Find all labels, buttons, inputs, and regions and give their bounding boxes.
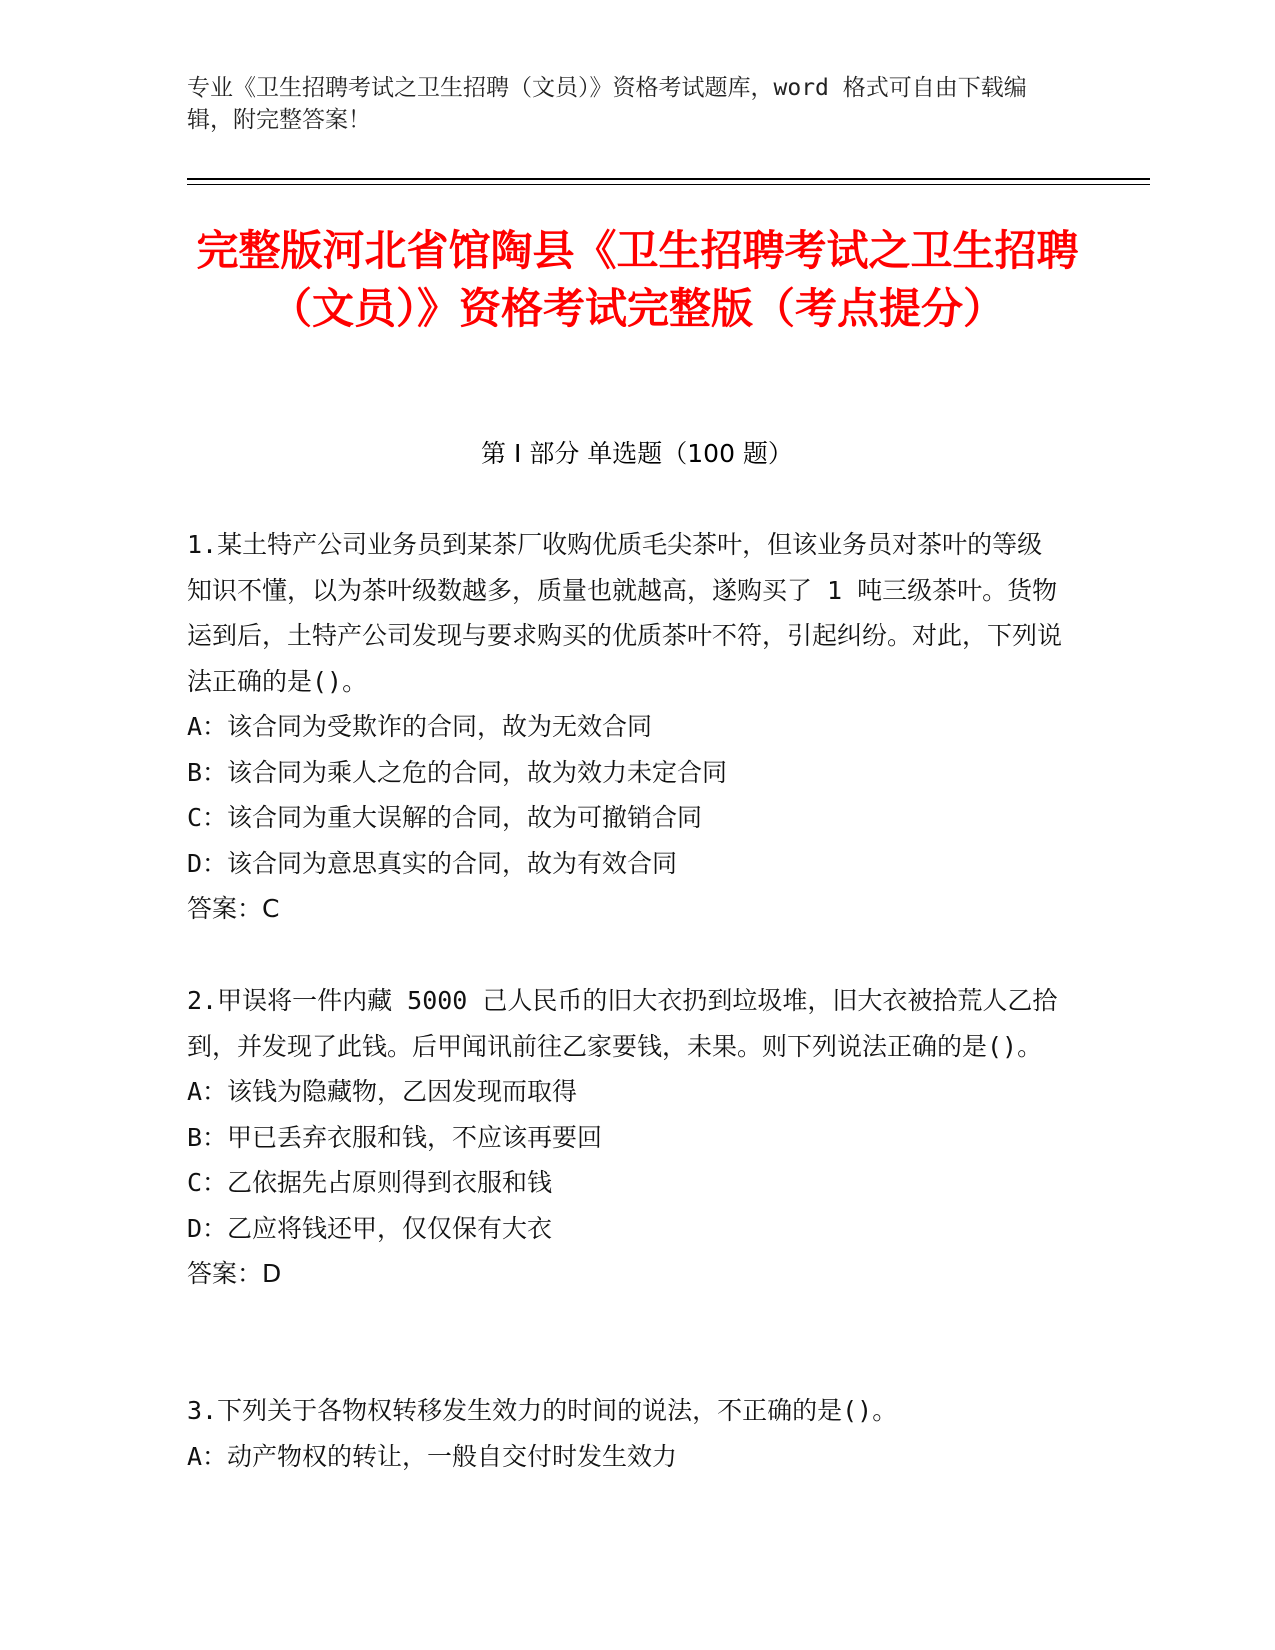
document-title: 完整版河北省馆陶县《卫生招聘考试之卫生招聘（文员）》资格考试完整版（考点提分） <box>196 226 1079 333</box>
answer: 答案：D <box>187 1259 282 1288</box>
header-divider-thick <box>187 178 1150 180</box>
option-c: C：该合同为重大误解的合同，故为可撤销合同 <box>187 803 703 832</box>
option-a: A：该钱为隐藏物，乙因发现而取得 <box>187 1077 578 1106</box>
option-d: D：该合同为意思真实的合同，故为有效合同 <box>187 848 678 878</box>
question-stem: 3.下列关于各物权转移发生效力的时间的说法，不正确的是()。 <box>187 1396 898 1425</box>
question-1 <box>187 522 1067 932</box>
header-note: 专业《卫生招聘考试之卫生招聘（文员）》资格考试题库，word 格式可自由下载编辑，附完整答案！ <box>187 75 1027 133</box>
option-c: C：乙依据先占原则得到衣服和钱 <box>187 1168 553 1197</box>
question-stem: 2.甲误将一件内藏 5000 己人民币的旧大衣扔到垃圾堆，旧大衣被拾荒人乙拾到，并发现了此钱。后甲闻讯前往乙家要钱，未果。则下列说法正确的是()。 <box>187 986 1058 1061</box>
header-divider-thin <box>187 184 1150 185</box>
question-stem: 1.某土特产公司业务员到某茶厂收购优质毛尖茶叶，但该业务员对茶叶的等级知识不懂，以为茶叶级数越多，质量也就越高，遂购买了 1 吨三级茶叶。货物运到后，土特产公司发现与要求购买的优质茶叶不符，引起纠纷。对此，下列说法正确的是()。 <box>187 530 1063 696</box>
question-2 <box>187 978 1067 1297</box>
option-b: B：甲已丢弃衣服和钱，不应该再要回 <box>187 1122 603 1152</box>
option-d: D：乙应将钱还甲，仅仅保有大衣 <box>187 1213 553 1243</box>
question-3 <box>187 1388 1067 1479</box>
option-a: A：动产物权的转让，一般自交付时发生效力 <box>187 1441 678 1471</box>
option-a: A：该合同为受欺诈的合同，故为无效合同 <box>187 712 653 741</box>
section-heading: 第 I 部分 单选题（100 题） <box>481 439 793 468</box>
option-b: B：该合同为乘人之危的合同，故为效力未定合同 <box>187 757 728 787</box>
answer: 答案：C <box>187 894 280 923</box>
